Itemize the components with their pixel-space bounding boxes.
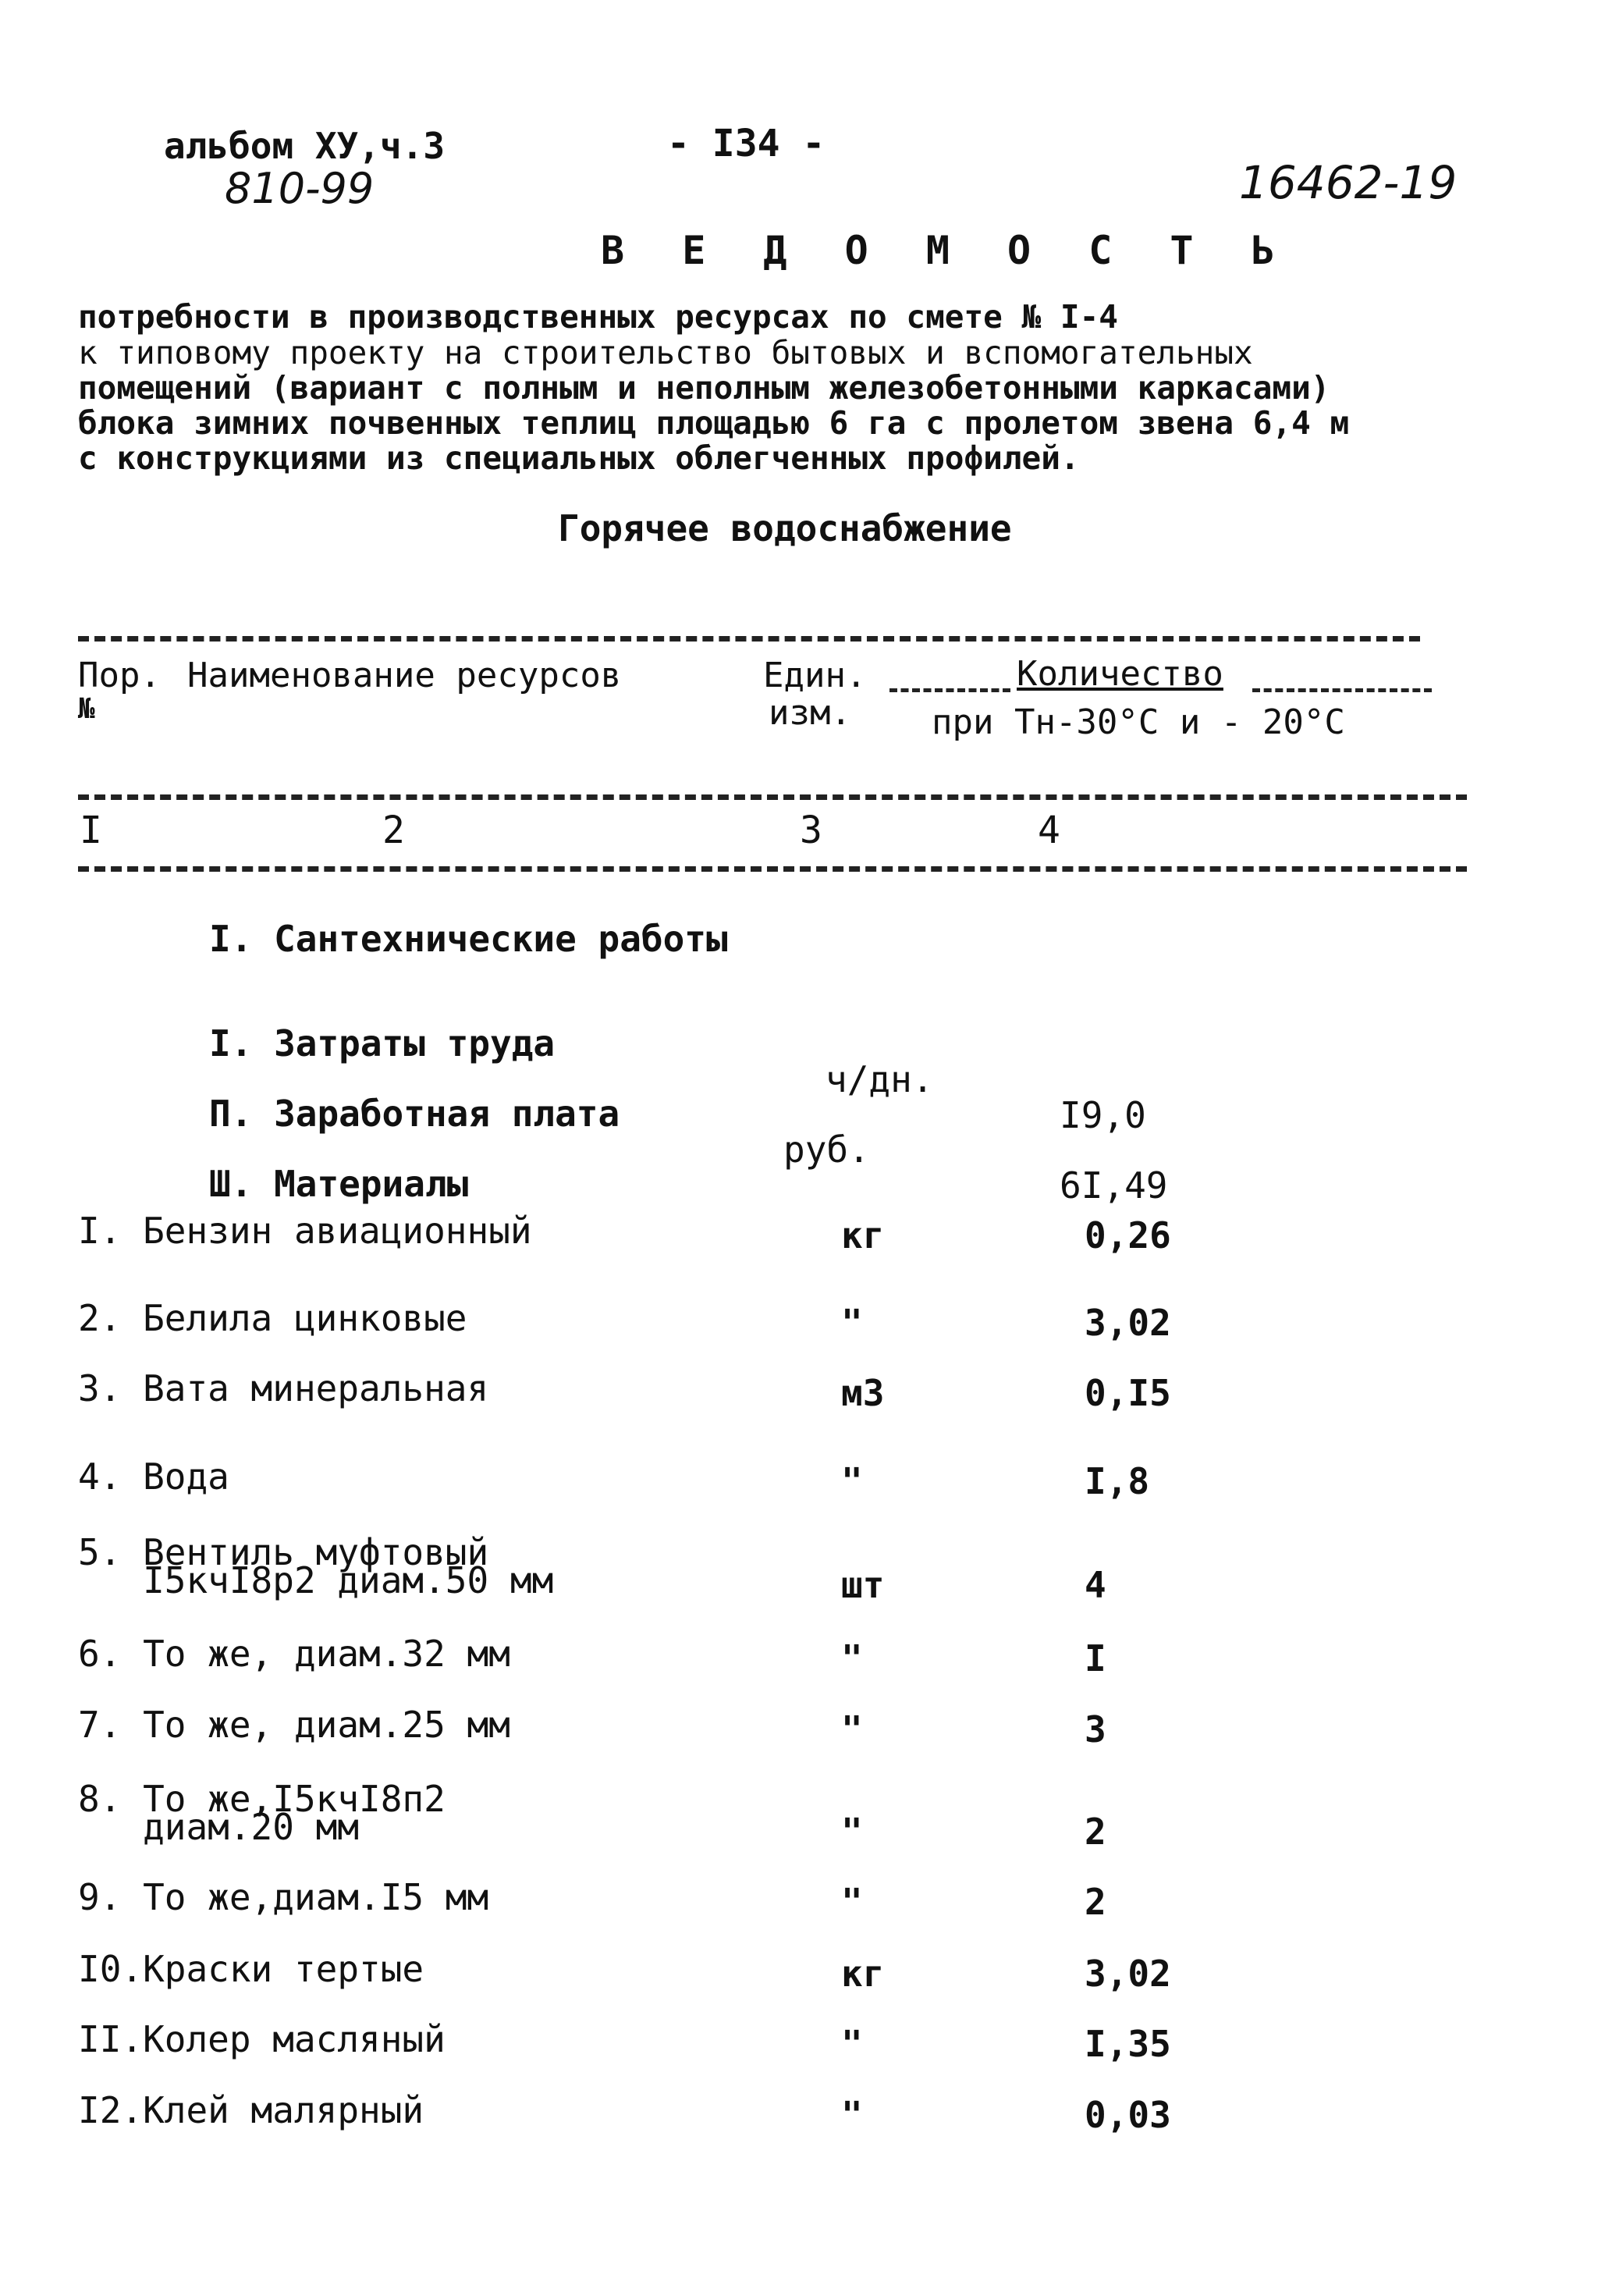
material-quantity: 3	[1085, 1708, 1106, 1750]
column-number: 4	[1038, 809, 1060, 852]
column-number: 3	[800, 809, 822, 852]
intro-line: к типовому проекту на строительство бытовых и вспомогательных	[78, 334, 1253, 371]
material-unit: "	[841, 1708, 863, 1750]
column-header-unit: Един.	[763, 656, 867, 695]
intro-line: с конструкциями из специальных облегченных профилей.	[78, 439, 1080, 477]
row-label: П. Заработная плата	[209, 1093, 620, 1135]
material-quantity: 4	[1085, 1564, 1106, 1606]
material-unit: "	[841, 1811, 863, 1853]
material-unit: "	[841, 1881, 863, 1923]
material-name: II.Колер масляный	[78, 2018, 446, 2060]
material-name: 7. То же, диам.25 мм	[78, 1704, 510, 1746]
table-row	[0, 1130, 469, 1205]
material-quantity: 3,02	[1085, 1953, 1171, 1995]
material-unit: "	[841, 1460, 863, 1502]
material-name: 4. Вода	[78, 1455, 229, 1498]
intro-line: потребности в производственных ресурсах по смете № I-4	[78, 298, 1118, 336]
column-number: I	[80, 809, 102, 852]
document-code: 16462-19	[1239, 156, 1458, 209]
column-number: 2	[382, 809, 405, 852]
column-header-quantity: Количество	[1017, 654, 1223, 694]
material-name: I. Бензин авиационный	[78, 1210, 532, 1252]
column-header-unit-sub: изм.	[769, 693, 851, 733]
album-handwritten-note: 810-99	[225, 164, 375, 213]
intro-line: блока зимних почвенных теплиц площадью 6 га с пролетом звена 6,4 м	[78, 404, 1350, 442]
table-top-rule	[78, 636, 1420, 642]
row-value: I9,0	[1060, 1094, 1146, 1136]
material-name: 3. Вата минеральная	[78, 1367, 489, 1409]
material-unit: "	[841, 2094, 863, 2136]
column-header-name: Наименование ресурсов	[187, 656, 622, 695]
page-number: - I34 -	[667, 122, 826, 165]
material-unit: кг	[841, 1214, 885, 1256]
material-name: 9. То же,диам.I5 мм	[78, 1876, 489, 1918]
material-unit: "	[841, 1637, 863, 1679]
row-label: Ш. Материалы	[209, 1163, 469, 1205]
material-name: 8. То же,I5кчI8п2 диам.20 мм	[78, 1778, 446, 1848]
material-unit: "	[841, 2023, 863, 2065]
column-header-condition: при Тн-30°С и - 20°С	[932, 702, 1345, 742]
material-unit: шт	[841, 1564, 885, 1606]
material-name: I2.Клей малярный	[78, 2089, 424, 2131]
material-quantity: 0,26	[1085, 1214, 1171, 1256]
row-unit: ч/дн.	[826, 1058, 934, 1100]
material-unit: кг	[841, 1953, 885, 1995]
material-name: 6. То же, диам.32 мм	[78, 1633, 510, 1675]
row-value: 6I,49	[1060, 1164, 1168, 1207]
material-name: 5. Вентиль муфтовый I5кчI8р2 диам.50 мм	[78, 1531, 554, 1601]
material-quantity: I,8	[1085, 1460, 1150, 1502]
section-title: Горячее водоснабжение	[558, 507, 1012, 549]
material-name: 2. Белила цинковые	[78, 1297, 467, 1339]
material-quantity: I	[1085, 1637, 1106, 1679]
table-header-rule	[78, 794, 1467, 800]
album-label: альбом ХУ,ч.3	[164, 125, 446, 167]
header-dash-rule	[889, 688, 1010, 692]
document-title: В Е Д О М О С Т Ь	[601, 228, 1292, 273]
group-title: I. Сантехнические работы	[209, 918, 728, 960]
column-header-number-sign: №	[78, 693, 95, 725]
material-quantity: 2	[1085, 1811, 1106, 1853]
table-column-number-rule	[78, 866, 1467, 872]
header-dash-rule	[1252, 688, 1432, 692]
intro-line: помещений (вариант с полным и неполным железобетонными каркасами)	[78, 369, 1330, 407]
material-unit: м3	[841, 1372, 885, 1414]
material-quantity: 3,02	[1085, 1302, 1171, 1344]
material-quantity: 0,03	[1085, 2094, 1171, 2136]
material-quantity: I,35	[1085, 2023, 1171, 2065]
row-unit: руб.	[783, 1128, 870, 1171]
material-quantity: 0,I5	[1085, 1372, 1171, 1414]
material-unit: "	[841, 1302, 863, 1344]
row-label: I. Затраты труда	[209, 1022, 556, 1064]
column-header-number: Пор.	[78, 656, 161, 695]
material-quantity: 2	[1085, 1881, 1106, 1923]
material-name: I0.Краски тертые	[78, 1948, 424, 1990]
